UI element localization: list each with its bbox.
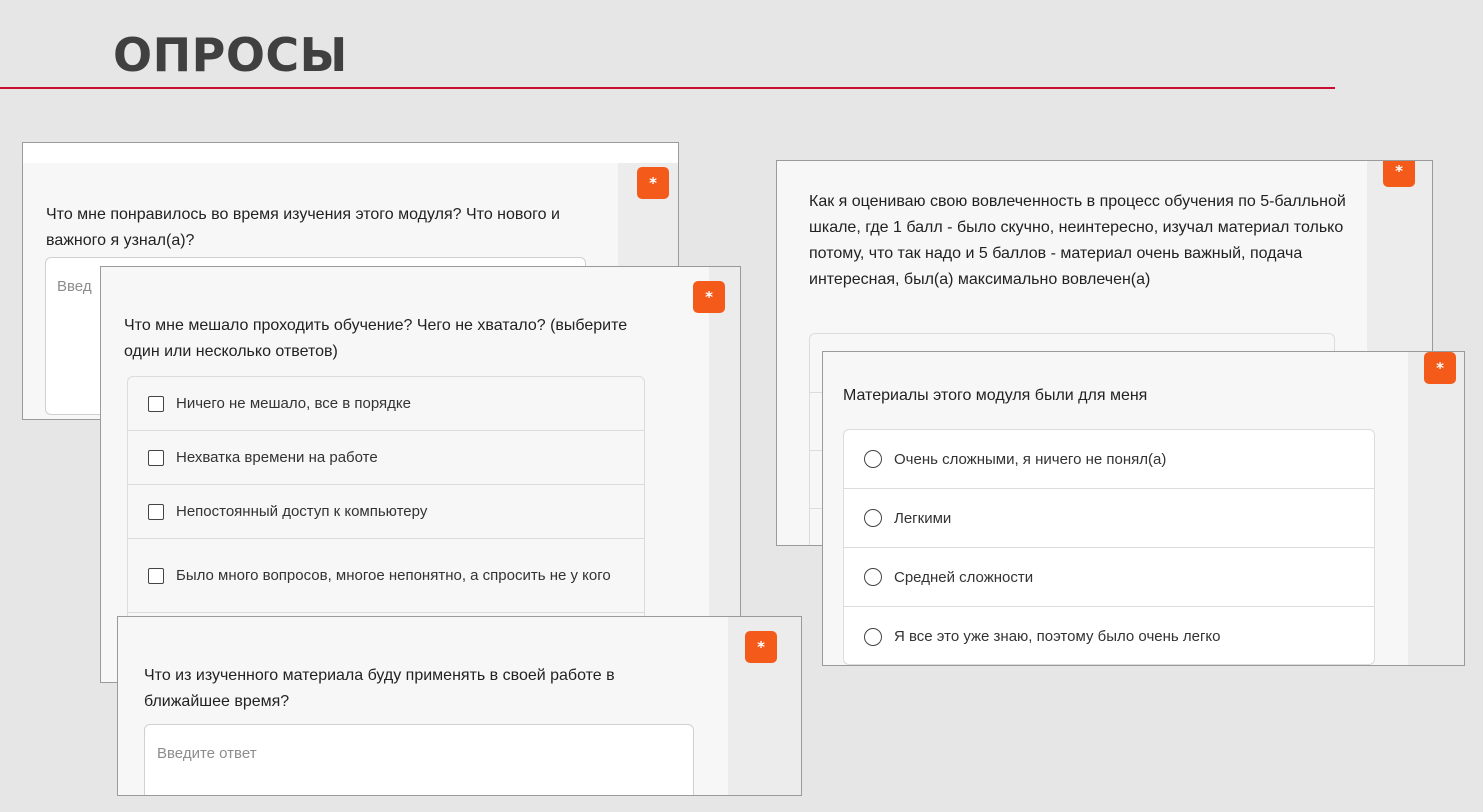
- radio-button[interactable]: [864, 628, 882, 646]
- page-title: ОПРОСЫ: [113, 28, 348, 82]
- option-label: Было много вопросов, многое непонятно, а спросить не у кого: [176, 567, 611, 584]
- required-badge: *: [1383, 160, 1415, 187]
- option-label: Непостоянный доступ к компьютеру: [176, 503, 428, 520]
- radio-option[interactable]: [844, 430, 1374, 489]
- checkbox-option[interactable]: [128, 539, 644, 613]
- checkbox-option[interactable]: [128, 431, 644, 485]
- question-text: Что мне понравилось во время изучения этого модуля? Что нового и важного я узнал(а)?: [46, 206, 560, 249]
- required-badge: *: [745, 631, 777, 663]
- checkbox[interactable]: [148, 450, 164, 466]
- radio-option[interactable]: [844, 489, 1374, 548]
- required-badge: *: [1424, 352, 1456, 384]
- radio-button[interactable]: [864, 450, 882, 468]
- question-text: Что мне мешало проходить обучение? Чего не хватало? (выберите один или несколько ответов): [124, 317, 628, 360]
- title-divider: [0, 87, 1335, 89]
- radio-option[interactable]: [844, 548, 1374, 607]
- answer-input[interactable]: [144, 724, 694, 796]
- option-label: Ничего не мешало, все в порядке: [176, 395, 411, 412]
- radio-button[interactable]: [864, 568, 882, 586]
- answer-placeholder: Введ: [57, 278, 92, 295]
- required-badge: *: [637, 167, 669, 199]
- radio-button[interactable]: [864, 509, 882, 527]
- checkbox[interactable]: [148, 504, 164, 520]
- answer-placeholder: Введите ответ: [157, 745, 257, 762]
- question-text: Что из изученного материала буду применять в своей работе в ближайшее время?: [144, 667, 615, 710]
- option-label: Я все это уже знаю, поэтому было очень легко: [894, 628, 1221, 645]
- option-label: Легкими: [894, 509, 952, 527]
- radio-options: [843, 429, 1375, 665]
- checkbox-option[interactable]: [128, 377, 644, 431]
- option-label: Нехватка времени на работе: [176, 449, 378, 466]
- question-text: Как я оцениваю свою вовлеченность в процесс обучения по 5-балльной шкале, где 1 балл - было скучно, неинтересно, изучал материал только потому, что так надо и 5 баллов - материал очень важный, подача интересная, был(а) максимально вовлечен(а): [809, 193, 1346, 288]
- survey-card-apply: [117, 616, 802, 796]
- required-badge: *: [693, 281, 725, 313]
- checkbox[interactable]: [148, 568, 164, 584]
- option-label: Очень сложными, я ничего не понял(а): [894, 450, 1167, 468]
- checkbox[interactable]: [148, 396, 164, 412]
- question-text: Материалы этого модуля были для меня: [843, 387, 1148, 404]
- option-label: Средней сложности: [894, 568, 1034, 586]
- checkbox-option[interactable]: [128, 485, 644, 539]
- radio-option[interactable]: [844, 607, 1374, 665]
- survey-card-materials: [822, 351, 1465, 666]
